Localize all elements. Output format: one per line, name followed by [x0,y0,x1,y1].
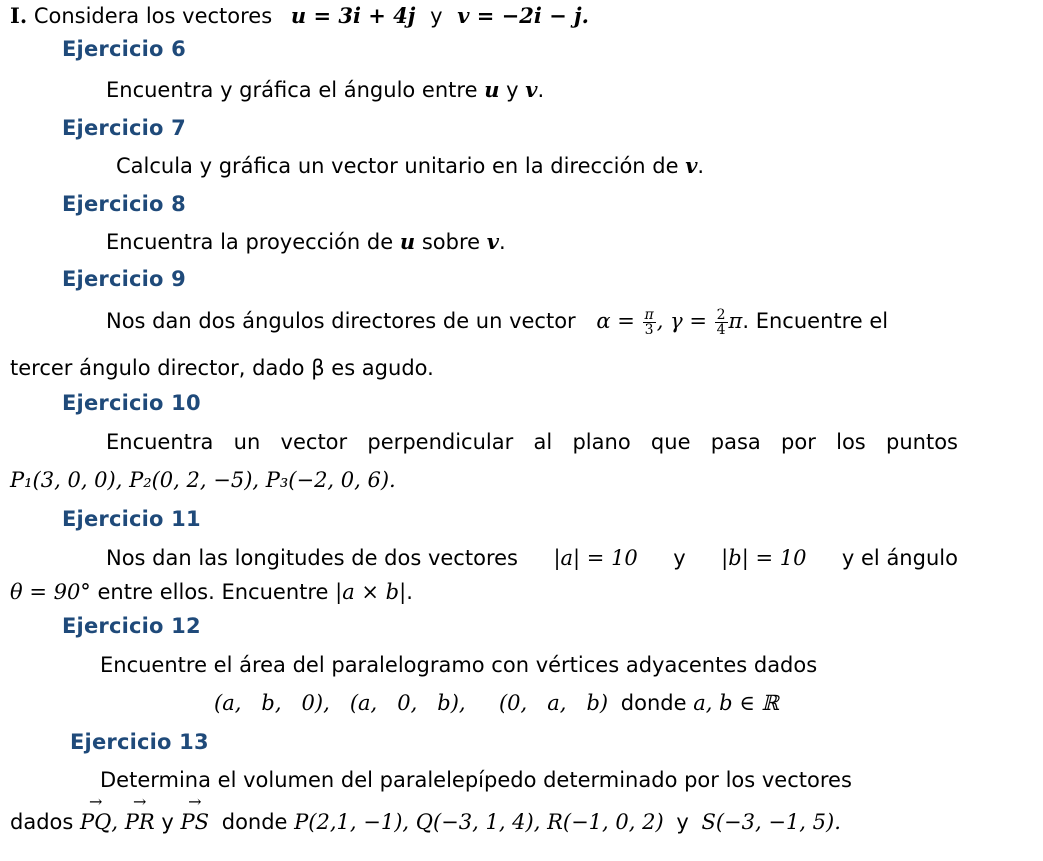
alpha-denominator: 3 [644,321,654,338]
exercise-6-text: Encuentra y gráfica el ángulo entre [106,78,478,102]
exercise-10-points: P₁(3, 0, 0), P₂(0, 2, −5), P₃(−2, 0, 6). [10,468,396,492]
conjunction: y [161,810,174,834]
exercise-10-heading: Ejercicio 10 [62,391,201,415]
period: . [537,78,545,102]
conjunction: y [676,810,689,834]
exercise-13-statement-line2: dados → PQ, → PR y → PS donde P(2,1, −1), Q(−3, 1, 4), R(−1, 0, 2) y S(−3, −1, 5). [10,808,841,836]
points-pqr: P(2,1, −1), Q(−3, 1, 4), R(−1, 0, 2) [294,810,664,834]
vector-pr: → PR [125,808,155,836]
exercise-9-text: Nos dan dos ángulos directores de un vector [106,309,576,333]
point-s: S(−3, −1, 5). [701,810,841,834]
exercise-9-heading: Ejercicio 9 [62,267,186,291]
gamma-numerator: 2 [716,306,726,323]
dados-word: dados [10,810,74,834]
real-condition: a, b ∈ ℝ [693,691,779,715]
vector-u-definition: u = 3i + 4j [290,3,416,28]
exercise-8-heading: Ejercicio 8 [62,192,186,216]
theta-value: θ = 90° [10,580,91,604]
exercise-8-statement [106,228,506,256]
exercise-11-text-end: y el ángulo [841,546,958,570]
exercise-11-line2-text: entre ellos. Encuentre [97,580,329,604]
exercise-8-text: Encuentra la proyección de [106,230,394,254]
exercise-11-statement-line1 [106,544,958,572]
gamma-denominator: 4 [716,321,726,338]
exercise-11-heading: Ejercicio 11 [62,507,201,531]
conjunction: y [673,546,686,570]
exercise-9-text-end: . Encuentre el [742,309,889,333]
period: . [498,230,506,254]
intro-text: Considera los vectores [33,4,273,28]
exercise-9-statement-line2: tercer ángulo director, dado β es agudo. [10,356,434,380]
vector-pq: → PQ [80,808,111,836]
donde-word: donde [620,691,687,715]
cross-product-magnitude: |a × b| [335,580,407,604]
exercise-12-statement-line1: Encuentre el área del paralelogramo con vértices adyacentes dados [100,653,818,677]
period: . [697,154,705,178]
exercise-9-statement-line1 [106,307,888,337]
exercise-10-statement-line1: Encuentra un vector perpendicular al plano que pasa por los puntos [106,430,958,454]
comma: , [656,309,664,333]
vector-v-symbol: v [685,153,698,178]
vector-v-definition: v = −2i − j. [457,3,589,28]
period: . [406,580,413,604]
donde-word: donde [221,810,288,834]
vector-v-symbol: v [525,77,538,102]
alpha-numerator: π [644,306,654,323]
exercise-6-heading: Ejercicio 6 [62,37,186,61]
vector-v-symbol: v [486,229,499,254]
vector-u-symbol: u [399,229,416,254]
exercise-12-vertices-line [214,689,779,717]
exercise-11-text: Nos dan las longitudes de dos vectores [106,546,518,570]
intro-conjunction: y [430,4,443,28]
alpha-label: α = [596,309,635,333]
section-number: I. [10,3,28,28]
vector-u-symbol: u [484,77,500,102]
intro-line [10,2,589,30]
gamma-label: γ = [670,309,707,333]
exercise-12-heading: Ejercicio 12 [62,614,201,638]
exercise-7-statement [116,152,704,180]
pi-symbol: π [728,309,743,333]
exercise-11-statement-line2 [10,578,413,606]
length-b: |b| = 10 [721,546,807,570]
exercise-13-statement-line1: Determina el volumen del paralelepípedo determinado por los vectores [100,768,852,792]
exercise-7-text: Calcula y gráfica un vector unitario en la dirección de [116,154,679,178]
gamma-fraction [715,308,728,337]
exercise-7-heading: Ejercicio 7 [62,116,186,140]
conjunction: y [506,78,519,102]
vector-ps: → PS [181,808,210,836]
exercise-8-mid-text: sobre [421,230,481,254]
exercise-13-heading: Ejercicio 13 [70,730,209,754]
length-a: |a| = 10 [553,546,638,570]
exercise-6-statement [106,76,544,104]
alpha-fraction [643,308,656,337]
parallelogram-vertices: (a, b, 0), (a, 0, b), (0, a, b) [214,691,609,715]
